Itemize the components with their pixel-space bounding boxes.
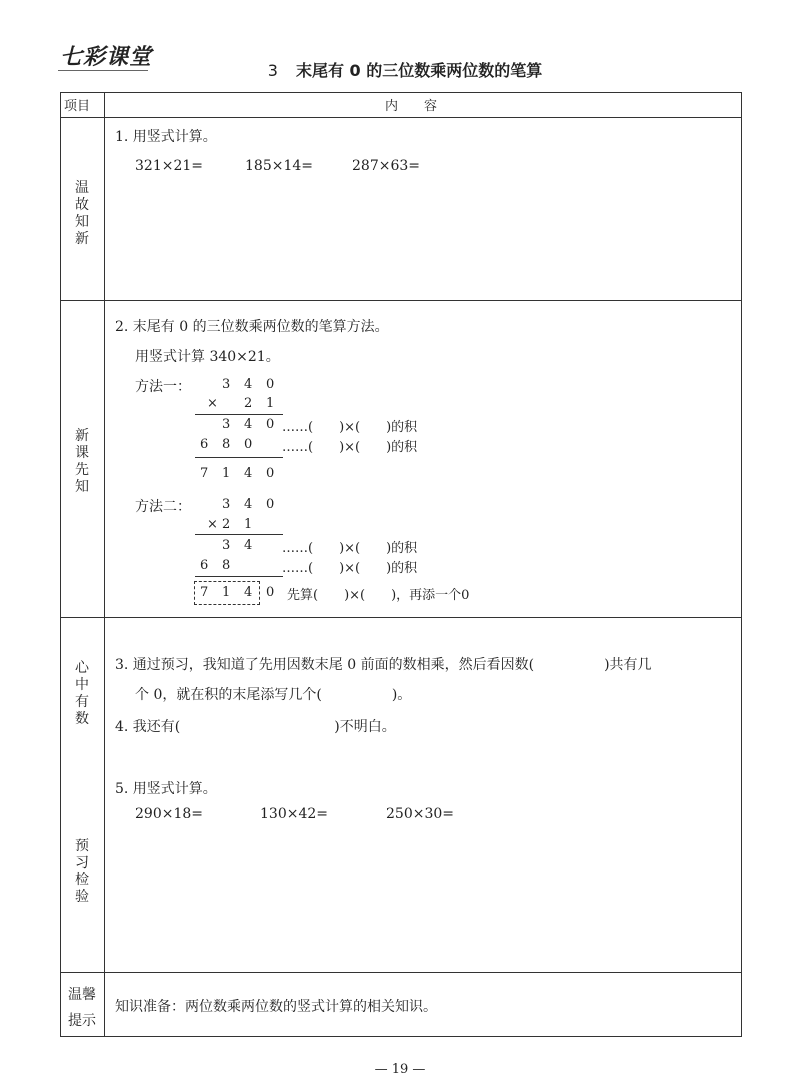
exercise-5a: 290×18= <box>135 806 203 822</box>
section-label-review: 温 故 知 新 <box>75 180 89 247</box>
section-label-new: 新 课 先 知 <box>75 428 89 495</box>
lesson-title: 末尾有 0 的三位数乘两位数的笔算 <box>295 61 543 80</box>
m1-r1-d2: 4 <box>244 377 253 392</box>
m1-r1-d1: 3 <box>222 377 231 392</box>
m1-line-2 <box>195 457 283 458</box>
m2-r1-d2: 4 <box>244 497 253 512</box>
method-1-label: 方法一： <box>135 379 191 395</box>
question-1: 1. 用竖式计算。 <box>115 129 217 145</box>
m2-line-1 <box>195 534 283 535</box>
exercise-1b: 185×14= <box>245 158 313 174</box>
m1-res-d2: 1 <box>222 466 231 481</box>
tip-text: 知识准备：两位数乘两位数的竖式计算的相关知识。 <box>115 999 437 1015</box>
m2-r3-d2: 4 <box>244 538 253 553</box>
exercise-5b: 130×42= <box>260 806 328 822</box>
exercise-1a: 321×21= <box>135 158 203 174</box>
section-label-check: 预 习 检 验 <box>75 838 89 905</box>
m1-r4-d3: 0 <box>244 437 253 452</box>
row-divider-review <box>60 300 742 301</box>
m1-r2-d2: 1 <box>266 396 275 411</box>
method-2-label: 方法二： <box>135 499 191 515</box>
m2-r4-note: ……( )×( )的积 <box>282 561 418 576</box>
m2-r4-d1: 6 <box>200 558 209 573</box>
column-header-content: 内 容 <box>385 99 438 114</box>
brand-logo: 七彩课堂 <box>60 45 153 70</box>
row-divider-check <box>60 972 742 973</box>
section-label-mind: 心 中 有 数 <box>75 660 89 727</box>
page-title <box>200 58 610 81</box>
m1-res-d1: 7 <box>200 466 209 481</box>
m2-r3-d1: 3 <box>222 538 231 553</box>
row-divider-new <box>60 617 742 618</box>
m2-res-zero: 0 <box>266 585 275 600</box>
m2-r1-d3: 0 <box>266 497 275 512</box>
section-label-tip: 温馨 提示 <box>68 987 96 1029</box>
m2-res-d2: 1 <box>222 585 231 600</box>
m1-line-1 <box>195 414 283 415</box>
question-5: 5. 用竖式计算。 <box>115 781 217 797</box>
m2-result-note: 先算( )×( )，再添一个0 <box>287 588 470 603</box>
question-3-line-1: 3. 通过预习，我知道了先用因数末尾 0 前面的数相乘，然后看因数( )共有几 <box>115 657 652 673</box>
column-header-item: 项目 <box>64 99 91 114</box>
exercise-5c: 250×30= <box>386 806 454 822</box>
m1-r3-d2: 4 <box>244 417 253 432</box>
m2-res-d1: 7 <box>200 585 209 600</box>
m1-multiply-sign: × <box>207 396 218 411</box>
m1-r3-d3: 0 <box>266 417 275 432</box>
m1-r3-note: ……( )×( )的积 <box>282 420 418 435</box>
m2-multiply-sign: × <box>207 517 218 532</box>
m1-r4-note: ……( )×( )的积 <box>282 440 418 455</box>
m2-r2-d1: 2 <box>222 517 231 532</box>
header-row-divider <box>60 117 742 118</box>
m2-r4-d2: 8 <box>222 558 231 573</box>
m1-res-d3: 4 <box>244 466 253 481</box>
m1-res-d4: 0 <box>266 466 275 481</box>
page-number: — 19 — <box>374 1062 426 1077</box>
column-divider <box>104 92 105 1037</box>
m1-r3-d1: 3 <box>222 417 231 432</box>
m2-r3-note: ……( )×( )的积 <box>282 541 418 556</box>
exercise-1c: 287×63= <box>352 158 420 174</box>
question-2: 2. 末尾有 0 的三位数乘两位数的笔算方法。 <box>115 319 389 335</box>
m1-r4-d1: 6 <box>200 437 209 452</box>
m1-r2-d1: 2 <box>244 396 253 411</box>
lesson-number: 3 <box>267 61 278 80</box>
m2-res-d3: 4 <box>244 585 253 600</box>
question-3-line-2: 个 0，就在积的末尾添写几个( )。 <box>135 687 412 703</box>
m1-r1-d3: 0 <box>266 377 275 392</box>
m1-r4-d2: 8 <box>222 437 231 452</box>
m2-line-2 <box>195 576 283 577</box>
question-4: 4. 我还有( )不明白。 <box>115 719 396 735</box>
m2-r1-d1: 3 <box>222 497 231 512</box>
logo-underline <box>58 70 148 71</box>
instruction: 用竖式计算 340×21。 <box>135 349 280 365</box>
m2-r2-d2: 1 <box>244 517 253 532</box>
